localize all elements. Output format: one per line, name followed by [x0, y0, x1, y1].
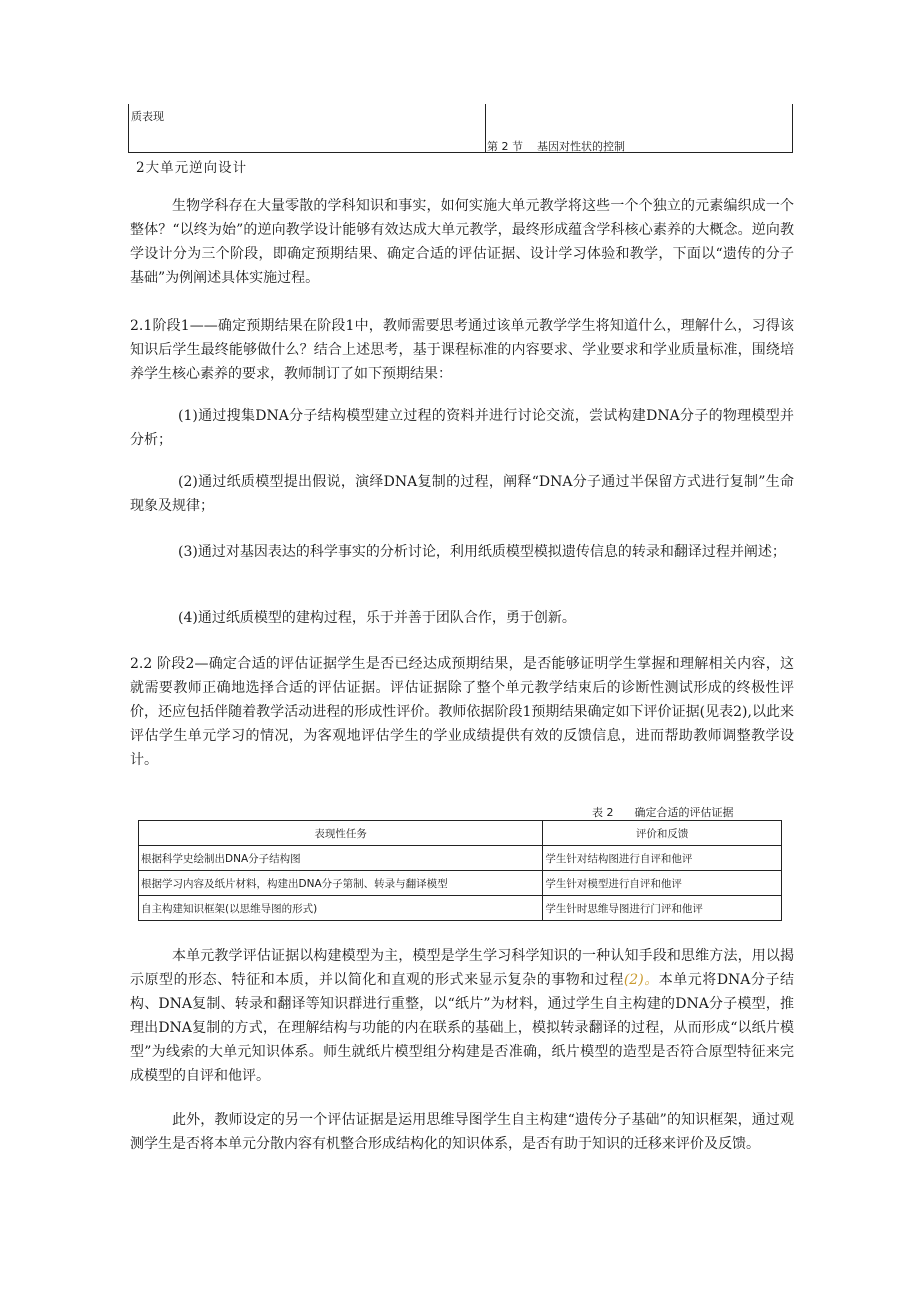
stage1-paragraph: 2.1阶段1——确定预期结果在阶段1中，教师需要思考通过该单元教学学生将知道什么，理解什么，习得该知识后学生最终能够做什么？结合上述思考，基于课程标准的内容要求、学业要求和学业质量标准，围绕培养学生核心素养的要求，教师制订了如下预期结果： [130, 318, 794, 382]
citation-ref-2: (2)。 [623, 972, 659, 988]
top-table-left-cell: 质表现 [131, 110, 164, 123]
model-paragraph [130, 944, 794, 1088]
top-table-right-cell: 第 2 节 基因对性状的控制 [487, 140, 625, 153]
intro-paragraph: 生物学科存在大量零散的学科知识和事实，如何实施大单元教学将这些一个个独立的元素编织成一个整体？“以终为始”的逆向教学设计能够有效达成大单元教学，最终形成蕴含学科核心素养的大概念。逆向教学设计分为三个阶段，即确定预期结果、确定合适的评估证据、设计学习体验和教学，下面以“遗传的分子基础”为例阐述具体实施过程。 [130, 198, 794, 286]
top-table-fragment [128, 104, 793, 153]
task-cell: 根据学习内容及纸片材料，构建出DNA分子第制、转录与翻译模型 [139, 871, 543, 896]
table-row [139, 896, 782, 921]
header-evaluation-feedback: 评价和反馈 [543, 821, 782, 846]
table-row [139, 871, 782, 896]
expected-result-2: (2)通过纸质模型提出假说，演绎DNA复制的过程，阐释“DNA分子通过半保留方式进行复制”生命现象及规律； [130, 474, 794, 514]
feedback-cell: 学生针对结构图进行自评和他评 [543, 846, 782, 871]
expected-result-1: (1)通过搜集DNA分子结构模型建立过程的资料并进行讨论交流，尝试构建DNA分子的物理模型并分析； [130, 408, 794, 448]
stage2-paragraph: 2.2 阶段2—确定合适的评估证据学生是否已经达成预期结果，是否能够证明学生掌握和理解相关内容，这就需要教师正确地选择合适的评估证据。评估证据除了整个单元教学结束后的诊断性测试形成的终极性评价，还应包括伴随着教学活动进程的形成性评价。教师依据阶段1预期结果确定如下评价证据(见表2),以此来评估学生单元学习的情况，为客观地评估学生的学业成绩提供有效的反馈信息，进而帮助教师调整教学设计。 [130, 656, 794, 768]
model-paragraph-text-a: 本单元教学评估证据以构建模型为主，模型是学生学习科学知识的一种认知手段和思维方法，用以揭示原型的形态、特征和本质，并以简化和直观的形式来显示复杂的事物和过程 [130, 948, 794, 988]
evaluation-evidence-table [138, 820, 782, 921]
section-heading: 2大单元逆向设计 [136, 160, 248, 176]
feedback-cell: 学生针对模型进行自评和他评 [543, 871, 782, 896]
table-row [139, 846, 782, 871]
task-cell: 自主构建知识框架(以思维导图的形式) [139, 896, 543, 921]
table2-caption: 表 2 确定合适的评估证据 [592, 806, 734, 819]
model-paragraph-text-b: 本单元将DNA分子结构、DNA复制、转录和翻译等知识群进行重整，以“纸片”为材料，通过学生自主构建的DNA分子模型，推理出DNA复制的方式，在理解结构与功能的内在联系的基础上，模拟转录翻译的过程，从而形成“以纸片模型”为线索的大单元知识体系。师生就纸片模型组分构建是否准确，纸片模型的造型是否符合原型特征来完成模型的自评和他评。 [130, 972, 794, 1084]
expected-result-4: (4)通过纸质模型的建构过程，乐于并善于团队合作，勇于创新。 [178, 610, 576, 626]
feedback-cell: 学生针时思维导图进行门评和他评 [543, 896, 782, 921]
top-table-divider [485, 104, 486, 152]
task-cell: 根据科学史绘制出DNA分子结构图 [139, 846, 543, 871]
header-performance-task: 表现性任务 [139, 821, 543, 846]
expected-result-3: (3)通过对基因表达的科学事实的分析讨论，利用纸质模型模拟遗传信息的转录和翻译过程并阐述； [178, 544, 786, 560]
mindmap-paragraph: 此外，教师设定的另一个评估证据是运用思维导图学生自主构建“遗传分子基础”的知识框架，通过观测学生是否将本单元分散内容有机整合形成结构化的知识体系，是否有助于知识的迁移来评价及反馈。 [130, 1112, 794, 1152]
table-header-row [139, 821, 782, 846]
